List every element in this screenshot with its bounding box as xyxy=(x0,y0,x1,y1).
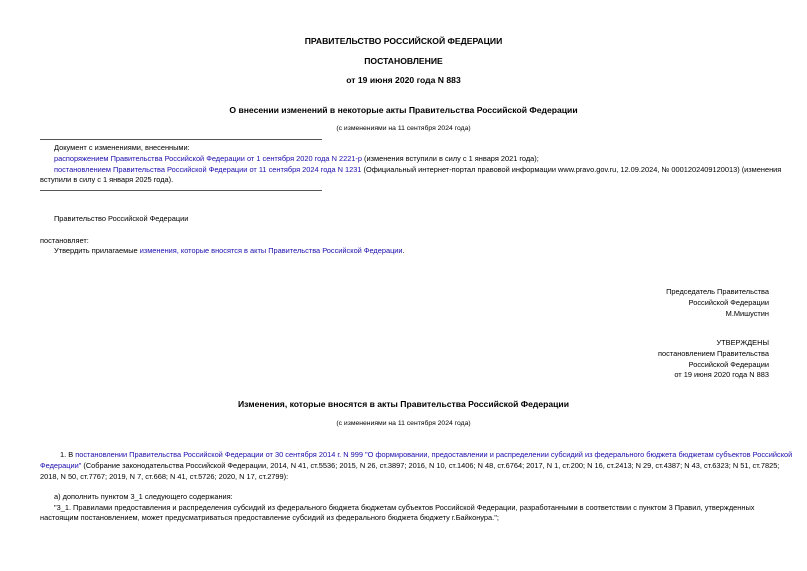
subparagraph-a: а) дополнить пунктом 3_1 следующего содержания: xyxy=(54,492,233,501)
paragraph-1-line-2 xyxy=(40,461,780,471)
signature-line-2: Российской Федерации xyxy=(688,298,769,307)
government-heading: ПРАВИТЕЛЬСТВО РОССИЙСКОЙ ФЕДЕРАЦИИ xyxy=(304,36,503,46)
approved-heading: УТВЕРЖДЕНЫ xyxy=(716,338,769,347)
edition-note: (с изменениями на 11 сентября 2024 года) xyxy=(336,125,471,132)
paragraph-1-link-continued[interactable]: Федерации" xyxy=(40,461,82,470)
changes-box-top-rule xyxy=(40,139,322,140)
paragraph-1-prefix: 1. В xyxy=(60,450,76,459)
doc-date-number: от 19 июня 2020 года N 883 xyxy=(346,75,461,85)
doc-type-heading: ПОСТАНОВЛЕНИЕ xyxy=(364,56,443,66)
change-item-1-link[interactable]: распоряжением Правительства Российской Федерации от 1 сентября 2020 года N 2221-р xyxy=(54,154,362,163)
doc-title: О внесении изменений в некоторые акты Правительства Российской Федерации xyxy=(229,105,578,115)
approve-paragraph xyxy=(54,246,405,256)
approved-line-3: Российской Федерации xyxy=(688,360,769,369)
changes-section-edition: (с изменениями на 11 сентября 2024 года) xyxy=(336,420,471,427)
decides-line: постановляет: xyxy=(40,236,89,245)
paragraph-1-link[interactable]: постановлении Правительства Российской Федерации от 30 сентября 2014 г. N 999 "О формировании, предоставлении и распределении субсидий из федерального бюджета бюджетам субъектов Российской xyxy=(75,450,793,459)
quote-line-2: настоящим постановлением, может предусматриваться предоставление субсидий из федерального бюджета бюджету г.Байконура."; xyxy=(40,513,499,522)
change-item-1-text: (изменения вступили в силу с 1 января 2021 года); xyxy=(361,154,539,163)
approve-link[interactable]: изменения, которые вносятся в акты Правительства Российской Федерации xyxy=(139,246,403,255)
change-item-2 xyxy=(54,165,781,175)
change-item-1 xyxy=(54,154,539,164)
changes-intro: Документ с изменениями, внесенными: xyxy=(54,143,190,152)
signature-name: М.Мишустин xyxy=(725,309,769,318)
change-item-2-link[interactable]: постановлением Правительства Российской Федерации от 11 сентября 2024 года N 1231 xyxy=(54,165,362,174)
change-item-2-continued: вступили в силу с 1 января 2025 года). xyxy=(40,175,174,184)
approve-prefix: Утвердить прилагаемые xyxy=(54,246,140,255)
changes-box-bottom-rule xyxy=(40,190,322,191)
changes-section-title: Изменения, которые вносятся в акты Правительства Российской Федерации xyxy=(237,399,569,409)
approve-suffix: . xyxy=(402,246,405,255)
paragraph-1-line-1 xyxy=(40,450,793,460)
paragraph-1-sources: (Собрание законодательства Российской Федерации, 2014, N 41, ст.5536; 2015, N 26, ст.3897; 2016, N 10, ст.1406; N 48, ст.6764; 2017, N 1, ст.200; N 16, ст.2413; N 29, ст.4387; N 43, ст.6323; N 51, ст.7825; xyxy=(81,461,780,470)
signature-line-1: Председатель Правительства xyxy=(666,287,769,296)
change-item-2-text: (Официальный интернет-портал правовой информации www.pravo.gov.ru, 12.09.2024, № 0001202409120013) (изменения xyxy=(361,165,782,174)
approved-line-2: постановлением Правительства xyxy=(658,349,769,358)
paragraph-1-line-3: 2018, N 50, ст.7767; 2019, N 7, ст.668; N 41, ст.5726; 2020, N 17, ст.2799): xyxy=(40,472,289,481)
quote-line-1: "3_1. Правилами предоставления и распределения субсидий из федерального бюджета бюджетам субъектов Российской Федерации, разработанными в соответствии с пунктом 3 Правил, утвержденных xyxy=(54,503,755,512)
government-line: Правительство Российской Федерации xyxy=(54,214,189,223)
approved-line-4: от 19 июня 2020 года N 883 xyxy=(674,370,769,379)
